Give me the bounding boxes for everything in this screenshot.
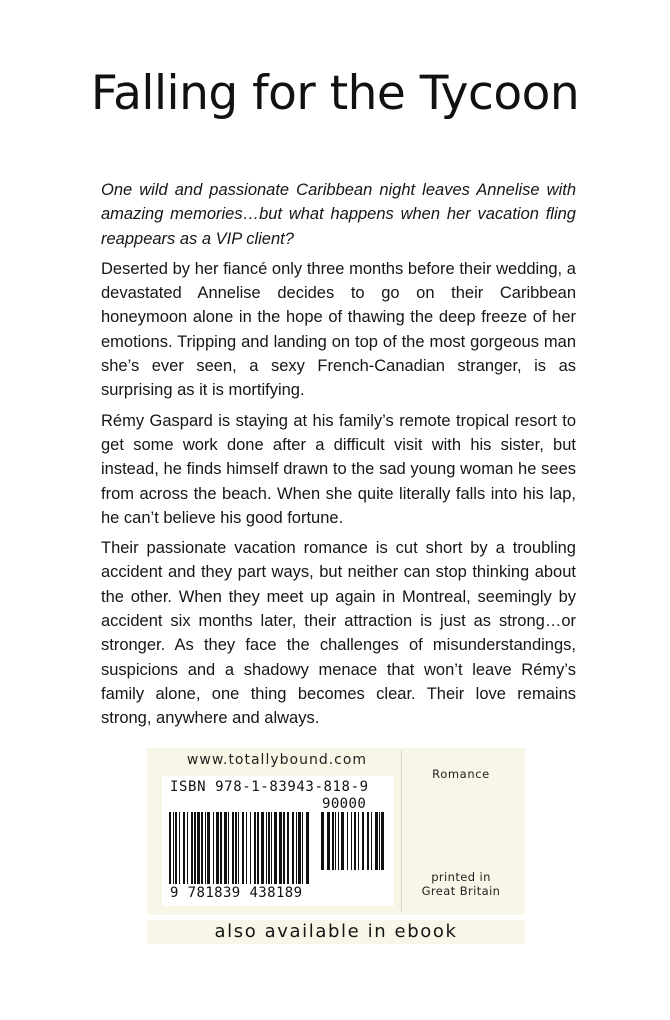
isbn-label: ISBN 978-1-83943-818-9 <box>170 779 369 795</box>
book-title: Falling for the Tycoon <box>90 66 580 121</box>
genre-label: Romance <box>432 767 490 781</box>
book-blurb <box>101 178 576 737</box>
blurb-paragraph: Rémy Gaspard is staying at his family’s remote tropical resort to get some work done after a difficult visit with his sister, but instead, he finds himself drawn to the sad young woman he sees from across the beach. When she quite literally falls into his lap, he can’t believe his good fortune. <box>101 411 576 527</box>
blurb-paragraph: Deserted by her fiancé only three months before their wedding, a devastated Annelise decides to go on their Caribbean honeymoon alone in the hope of thawing the deep freeze of her emotions. Tripping and landing on top of the most gorgeous man she’s ever seen, a sexy French-Canadian stranger, is as surprising as it is mortifying. <box>101 259 576 400</box>
ean-digits: 9 781839 438189 <box>170 885 303 901</box>
price-code: 90000 <box>322 796 367 812</box>
blurb-lead: One wild and passionate Caribbean night leaves Annelise with amazing memories…but what happens when her vacation fling reappears as a VIP client? <box>101 181 576 248</box>
blurb-paragraph: Their passionate vacation romance is cut short by a troubling accident and they part ways, but neither can stop thinking about the other. When they meet up again in Montreal, seemingly by accident six months later, their attraction is just as strong…or stronger. As they face the challenges of misunderstandings, suspicions and a shadowy menace that won’t leave Rémy’s family alone, one thing becomes clear. Their love remains strong, anywhere and always. <box>101 539 576 728</box>
printed-line-2: Great Britain <box>421 884 501 898</box>
panel-divider <box>401 750 402 912</box>
publisher-url: www.totallybound.com <box>186 752 368 768</box>
printed-in-label <box>404 870 518 898</box>
ebook-note: also available in ebook <box>214 921 458 942</box>
printed-line-1: printed in <box>431 870 491 884</box>
barcode-image <box>163 812 393 884</box>
